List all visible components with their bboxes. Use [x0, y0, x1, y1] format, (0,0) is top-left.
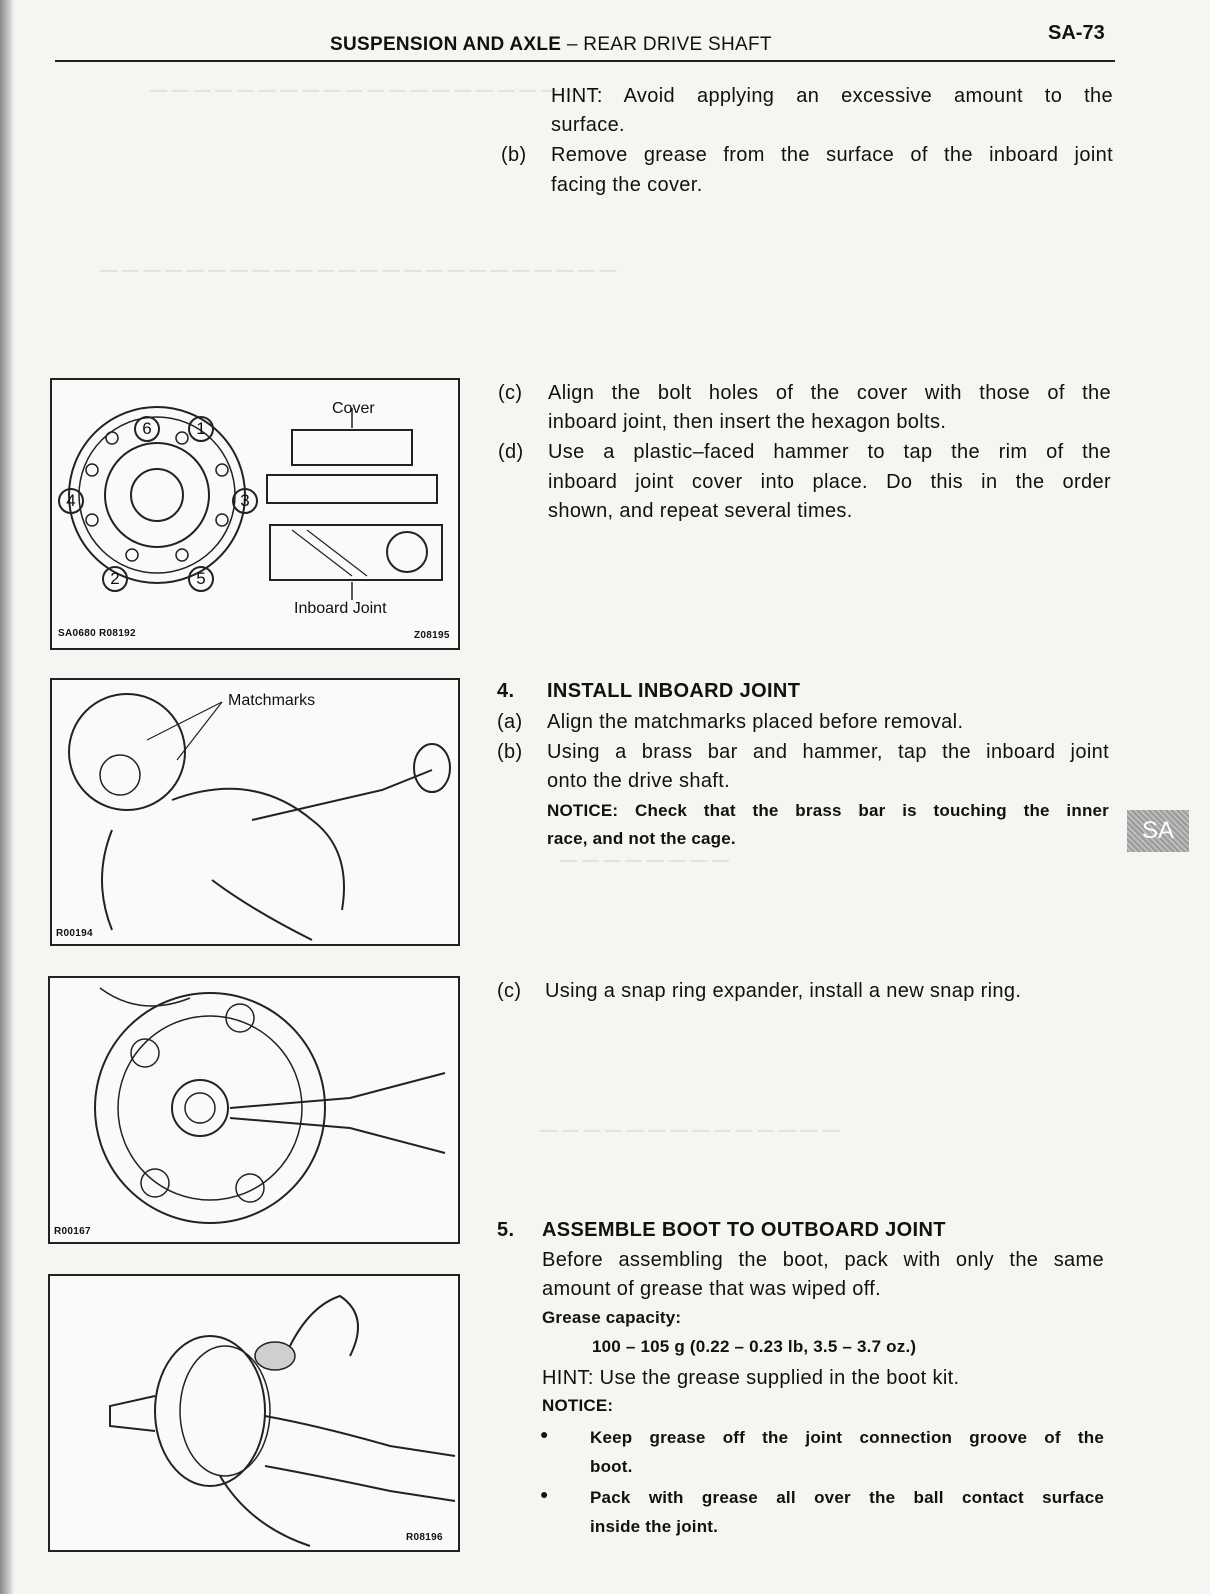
hint-text-line-2: surface.: [551, 114, 625, 136]
figure-cover-inboard-joint: [50, 378, 460, 650]
step-c2-label: (c): [497, 980, 522, 1002]
grease-capacity-label: Grease capacity:: [542, 1308, 682, 1327]
bolt-order-4: 4: [58, 488, 84, 514]
step-5-line-1: Before assembling the boot, pack with only the same: [542, 1249, 1104, 1271]
inboard-joint-label: Inboard Joint: [294, 600, 387, 617]
header-rule: [55, 60, 1115, 62]
step-5-title: ASSEMBLE BOOT TO OUTBOARD JOINT: [542, 1219, 946, 1241]
bolt-order-6: 6: [134, 416, 160, 442]
step-b-line-1: Remove grease from the surface of the inboard joint: [551, 144, 1113, 166]
figure-2-code: R00194: [56, 928, 93, 939]
bullet-1-line-2: boot.: [590, 1457, 633, 1476]
section-tab-sa: SA: [1127, 810, 1189, 852]
step-4b-line-2: onto the drive shaft.: [547, 770, 731, 792]
step-d-line-2: inboard joint cover into place. Do this in the order: [548, 471, 1111, 493]
step-4-title: INSTALL INBOARD JOINT: [547, 680, 801, 702]
cover-bolt-order-drawing: [52, 380, 458, 648]
figure-3-code: R00167: [54, 1226, 91, 1237]
step-4a-text: Align the matchmarks placed before removal.: [547, 711, 964, 733]
bullet-2-line-2: inside the joint.: [590, 1517, 719, 1536]
figure-matchmarks: [50, 678, 460, 946]
step-4-number: 4.: [497, 680, 515, 702]
step-b-line-2: facing the cover.: [551, 174, 703, 196]
step-4a-label: (a): [497, 711, 523, 733]
step-5-hint: HINT: Use the grease supplied in the boot kit.: [542, 1367, 960, 1389]
step-c-label: (c): [498, 382, 523, 404]
step-4-notice-line-1: NOTICE: Check that the brass bar is touching the inner: [547, 801, 1109, 820]
bolt-order-5: 5: [188, 566, 214, 592]
figure-boot-grease: [48, 1274, 460, 1552]
step-5-number: 5.: [497, 1219, 515, 1241]
bullet-2-icon: ●: [540, 1486, 549, 1502]
figure-1-code-right: Z08195: [414, 630, 450, 641]
step-4b-line-1: Using a brass bar and hammer, tap the inboard joint: [547, 741, 1109, 763]
bullet-1-icon: ●: [540, 1426, 549, 1442]
bullet-2-line-1: Pack with grease all over the ball contact surface: [590, 1488, 1104, 1507]
step-d-label: (d): [498, 441, 524, 463]
page-number: SA-73: [1048, 22, 1105, 44]
bullet-1-line-1: Keep grease off the joint connection groove of the: [590, 1428, 1104, 1447]
step-4-notice-line-2: race, and not the cage.: [547, 829, 736, 848]
bolt-order-1: 1: [188, 416, 214, 442]
grease-capacity-value: 100 – 105 g (0.22 – 0.23 lb, 3.5 – 3.7 oz.): [592, 1337, 917, 1356]
step-c-line-2: inboard joint, then insert the hexagon bolts.: [548, 411, 947, 433]
step-4b-label: (b): [497, 741, 523, 763]
cover-label: Cover: [332, 400, 375, 417]
matchmarks-drawing: [52, 680, 458, 944]
figure-4-code: R08196: [406, 1532, 443, 1543]
step-c2-text: Using a snap ring expander, install a new snap ring.: [545, 980, 1022, 1002]
bolt-order-3: 3: [232, 488, 258, 514]
step-5-notice-heading: NOTICE:: [542, 1396, 614, 1415]
hint-text-line-1: HINT: Avoid applying an excessive amount to the: [551, 85, 1113, 107]
step-b-label: (b): [501, 144, 527, 166]
page-binding-shadow: [0, 0, 14, 1594]
figure-1-code: SA0680 R08192: [58, 628, 136, 639]
bolt-order-2: 2: [102, 566, 128, 592]
figure-snap-ring: [48, 976, 460, 1244]
step-c-line-1: Align the bolt holes of the cover with those of the: [548, 382, 1111, 404]
step-d-line-1: Use a plastic–faced hammer to tap the rim of the: [548, 441, 1111, 463]
matchmarks-label: Matchmarks: [228, 692, 316, 709]
step-d-line-3: shown, and repeat several times.: [548, 500, 853, 522]
snap-ring-drawing: [50, 978, 458, 1242]
page-header-title: SUSPENSION AND AXLE – REAR DRIVE SHAFT: [330, 34, 772, 55]
boot-grease-drawing: [50, 1276, 458, 1550]
step-5-line-2: amount of grease that was wiped off.: [542, 1278, 882, 1300]
